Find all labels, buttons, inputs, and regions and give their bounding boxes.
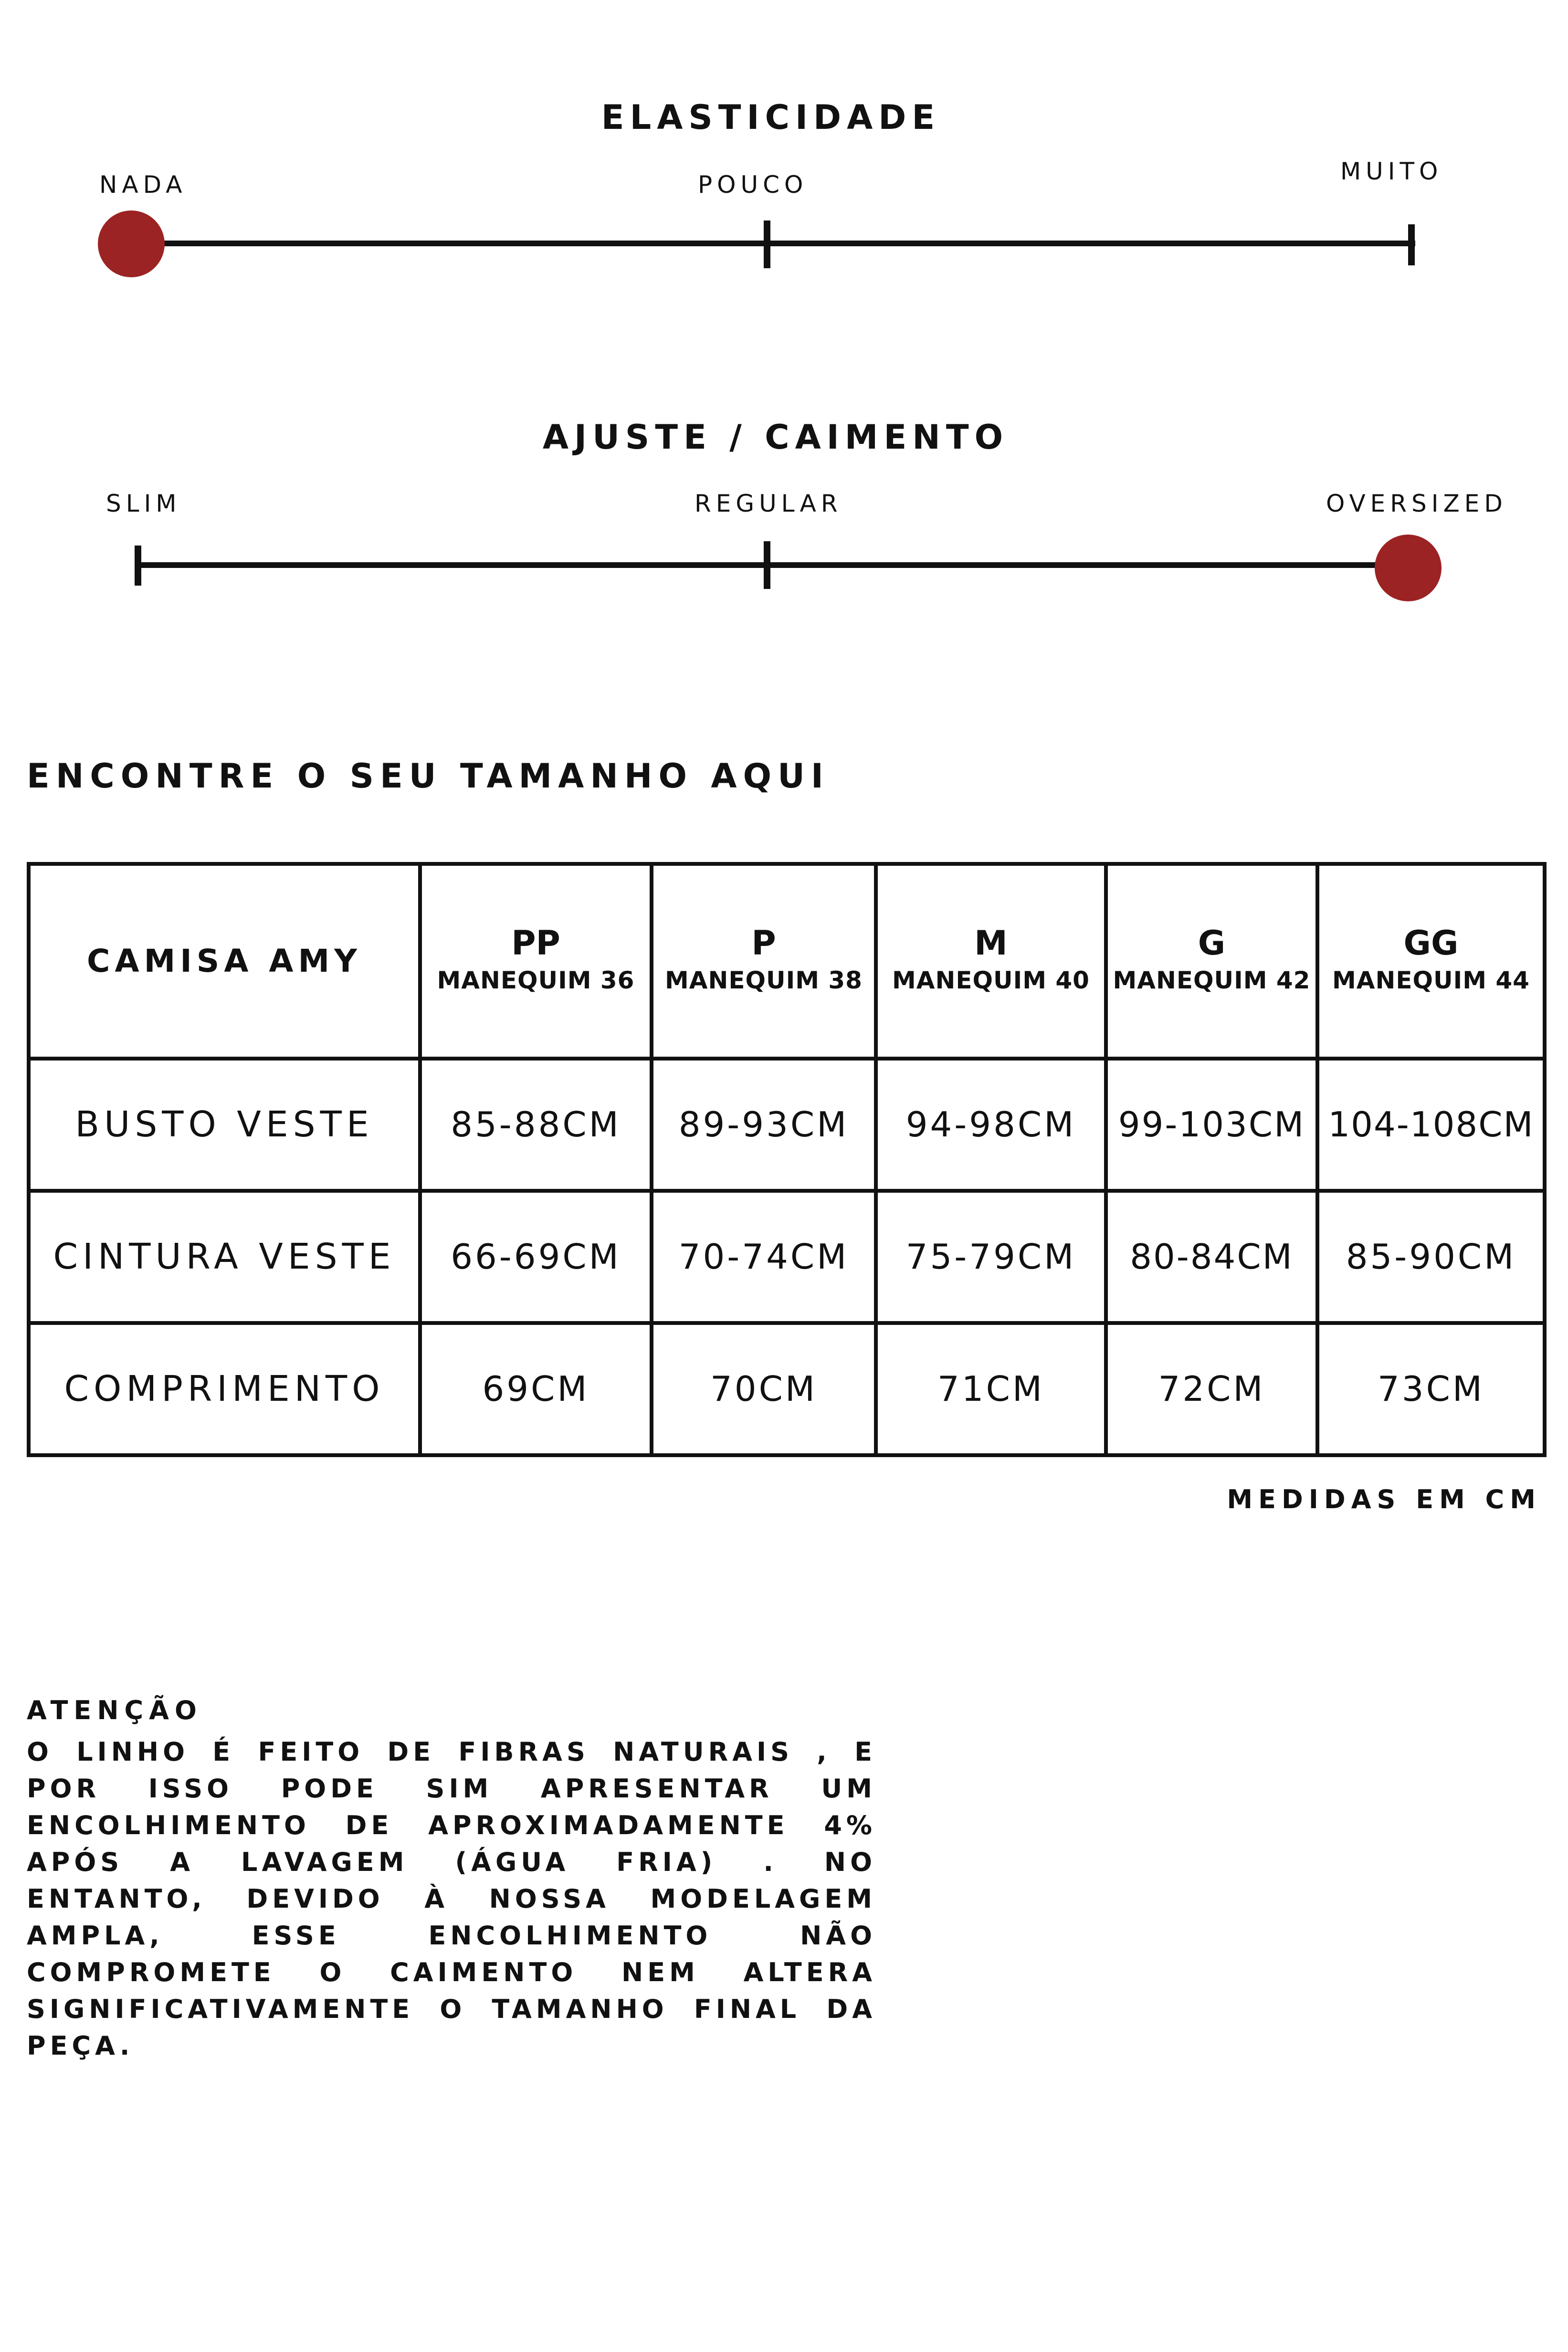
table-cell (876, 1323, 1106, 1455)
elasticidade-scale-line (131, 241, 1415, 246)
ajuste-scale-line (136, 562, 1405, 568)
ajuste-label-oversized: OVERSIZED (1326, 490, 1507, 517)
cell-value: 70-74CM (678, 1237, 849, 1277)
size-table (27, 862, 1547, 1457)
size-code: PP (511, 923, 560, 963)
size-mannequin: MANEQUIM 36 (437, 966, 635, 994)
size-code: M (974, 923, 1008, 963)
attention-title: ATENÇÃO (27, 1695, 202, 1725)
size-mannequin: MANEQUIM 38 (665, 966, 863, 994)
size-mannequin: MANEQUIM 42 (1113, 966, 1311, 994)
table-cell (420, 1323, 652, 1455)
cell-value: 70CM (710, 1369, 817, 1409)
cell-value: 71CM (937, 1369, 1044, 1409)
row-label-cell (29, 1191, 420, 1323)
cell-value: 99-103CM (1118, 1104, 1305, 1145)
cell-value: 66-69CM (451, 1237, 621, 1277)
size-mannequin: MANEQUIM 40 (892, 966, 1090, 994)
table-row-cintura (29, 1191, 1545, 1323)
size-section-title: ENCONTRE O SEU TAMANHO AQUI (27, 756, 830, 796)
table-row-busto (29, 1059, 1545, 1191)
ajuste-label-regular: REGULAR (695, 490, 842, 517)
product-name: CAMISA AMY (87, 943, 362, 980)
attention-body: O LINHO É FEITO DE FIBRAS NATURAIS , E POR ISSO PODE SIM APRESENTAR UM ENCOLHIMENTO DE APROXIMADAMENTE 4% APÓS A LAVAGEM (ÁGUA FRIA) . NO ENTANTO, DEVIDO À NOSSA MODELAGEM AMPLA, ESSE ENCOLHIMENTO NÃO COMPROMETE O CAIMENTO NEM ALTERA SIGNIFICATIVAMENTE O TAMANHO FINAL DA PEÇA. (27, 1737, 876, 2061)
size-header-m (876, 864, 1106, 1059)
ajuste-tick-start (135, 546, 141, 586)
row-label-cell (29, 1059, 420, 1191)
table-cell (1317, 1059, 1545, 1191)
table-cell (652, 1323, 876, 1455)
row-label: CINTURA VESTE (53, 1236, 396, 1278)
ajuste-tick-mid (764, 541, 770, 589)
table-cell (1106, 1059, 1317, 1191)
ajuste-selected-marker (1375, 535, 1442, 601)
elasticidade-tick-end (1408, 224, 1415, 265)
ajuste-title: AJUSTE / CAIMENTO (542, 418, 1009, 457)
table-cell (420, 1191, 652, 1323)
elasticidade-selected-marker (98, 210, 165, 277)
cell-value: 73CM (1377, 1369, 1484, 1409)
row-label: COMPRIMENTO (64, 1368, 385, 1410)
table-cell (1317, 1323, 1545, 1455)
ajuste-label-slim: SLIM (106, 490, 181, 517)
elasticidade-label-muito: MUITO (1340, 158, 1443, 185)
cell-value: 94-98CM (905, 1104, 1076, 1145)
size-header-pp (420, 864, 652, 1059)
elasticidade-label-pouco: POUCO (698, 171, 808, 199)
cell-value: 104-108CM (1328, 1104, 1534, 1145)
size-code: GG (1403, 923, 1459, 963)
table-row-comprimento (29, 1323, 1545, 1455)
row-label-cell (29, 1323, 420, 1455)
size-code: G (1198, 923, 1226, 963)
size-header-p (652, 864, 876, 1059)
product-name-cell (29, 864, 420, 1059)
table-cell (1106, 1323, 1317, 1455)
size-table-header-row (29, 864, 1545, 1059)
units-note: MEDIDAS EM CM (1227, 1484, 1541, 1514)
table-cell (420, 1059, 652, 1191)
elasticidade-tick-mid (764, 220, 770, 268)
size-code: P (751, 923, 776, 963)
table-cell (652, 1191, 876, 1323)
elasticidade-title: ELASTICIDADE (601, 98, 941, 137)
table-cell (1317, 1191, 1545, 1323)
size-header-gg (1317, 864, 1545, 1059)
table-cell (876, 1059, 1106, 1191)
cell-value: 72CM (1158, 1369, 1265, 1409)
table-cell (652, 1059, 876, 1191)
size-header-g (1106, 864, 1317, 1059)
elasticidade-label-nada: NADA (99, 171, 187, 199)
size-mannequin: MANEQUIM 44 (1332, 966, 1530, 994)
cell-value: 80-84CM (1130, 1237, 1294, 1277)
cell-value: 85-90CM (1346, 1237, 1516, 1277)
cell-value: 89-93CM (678, 1104, 849, 1145)
table-cell (876, 1191, 1106, 1323)
cell-value: 69CM (482, 1369, 589, 1409)
cell-value: 85-88CM (451, 1104, 621, 1145)
cell-value: 75-79CM (905, 1237, 1076, 1277)
row-label: BUSTO VESTE (75, 1104, 374, 1145)
table-cell (1106, 1191, 1317, 1323)
